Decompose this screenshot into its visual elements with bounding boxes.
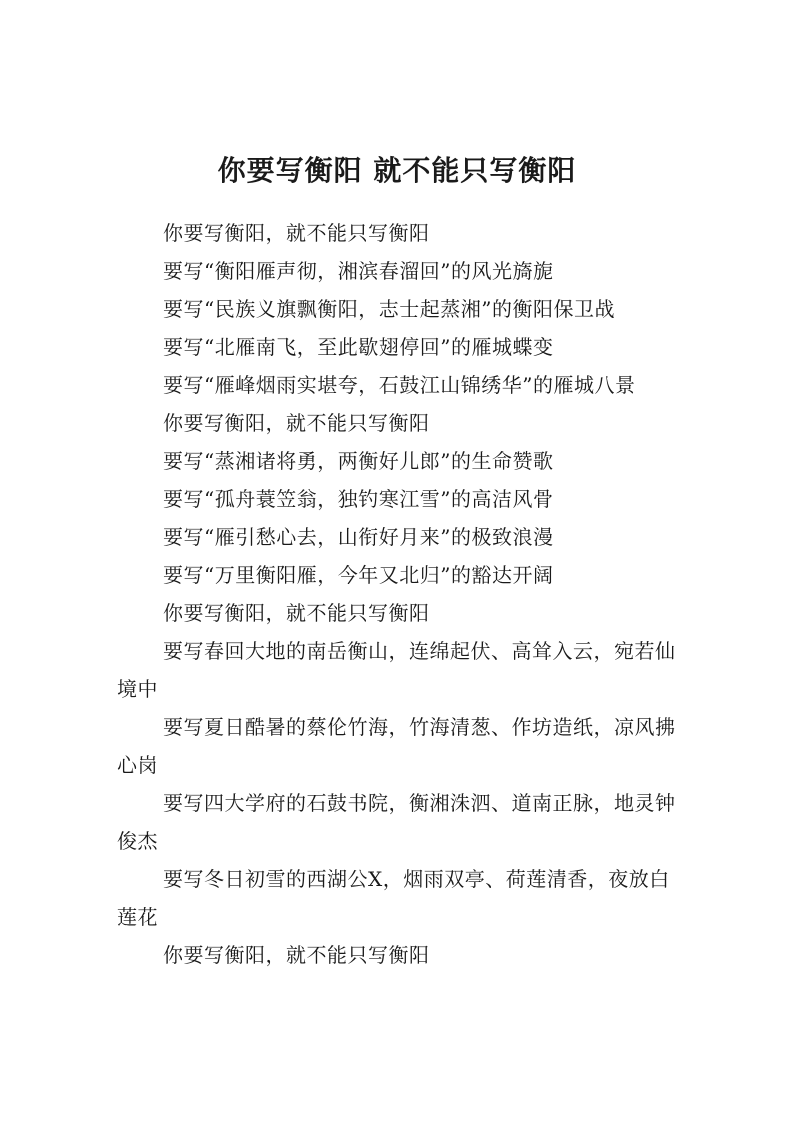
paragraph: 你要写衡阳，就不能只写衡阳 (163, 411, 430, 435)
paragraph: 你要写衡阳，就不能只写衡阳 (163, 601, 430, 625)
paragraph: 你要写衡阳，就不能只写衡阳 (163, 943, 430, 967)
paragraph: 要写“民族义旗飘衡阳，志士起蒸湘”的衡阳保卫战 (163, 297, 615, 321)
paragraph: 要写冬日初雪的西湖公X，烟雨双亭、荷莲清香，夜放白莲花 (117, 867, 670, 929)
paragraph: 要写“衡阳雁声彻，湘滨春溜回”的风光旖旎 (163, 259, 554, 283)
page-title: 你要写衡阳 就不能只写衡阳 (217, 153, 577, 187)
paragraph: 要写“孤舟蓑笠翁，独钓寒江雪”的高洁风骨 (163, 487, 554, 511)
paragraph: 要写“雁峰烟雨实堪夸，石鼓江山锦绣华”的雁城八景 (163, 373, 636, 397)
document-body (117, 214, 677, 974)
paragraph: 要写春回大地的南岳衡山，连绵起伏、高耸入云，宛若仙境中 (117, 639, 676, 701)
paragraph: 要写“雁引愁心去，山衔好月来”的极致浪漫 (163, 525, 554, 549)
paragraph: 要写夏日酷暑的蔡伦竹海，竹海清葱、作坊造纸，凉风拂心岗 (117, 715, 676, 777)
paragraph: 要写“北雁南飞，至此歇翅停回”的雁城蝶变 (163, 335, 554, 359)
paragraph: 要写“万里衡阳雁，今年又北归”的豁达开阔 (163, 563, 554, 587)
paragraph: 要写四大学府的石鼓书院，衡湘洙泗、道南正脉，地灵钟俊杰 (117, 791, 676, 853)
paragraph: 你要写衡阳，就不能只写衡阳 (163, 221, 430, 245)
paragraph: 要写“蒸湘诸将勇，两衡好儿郎”的生命赞歌 (163, 449, 554, 473)
